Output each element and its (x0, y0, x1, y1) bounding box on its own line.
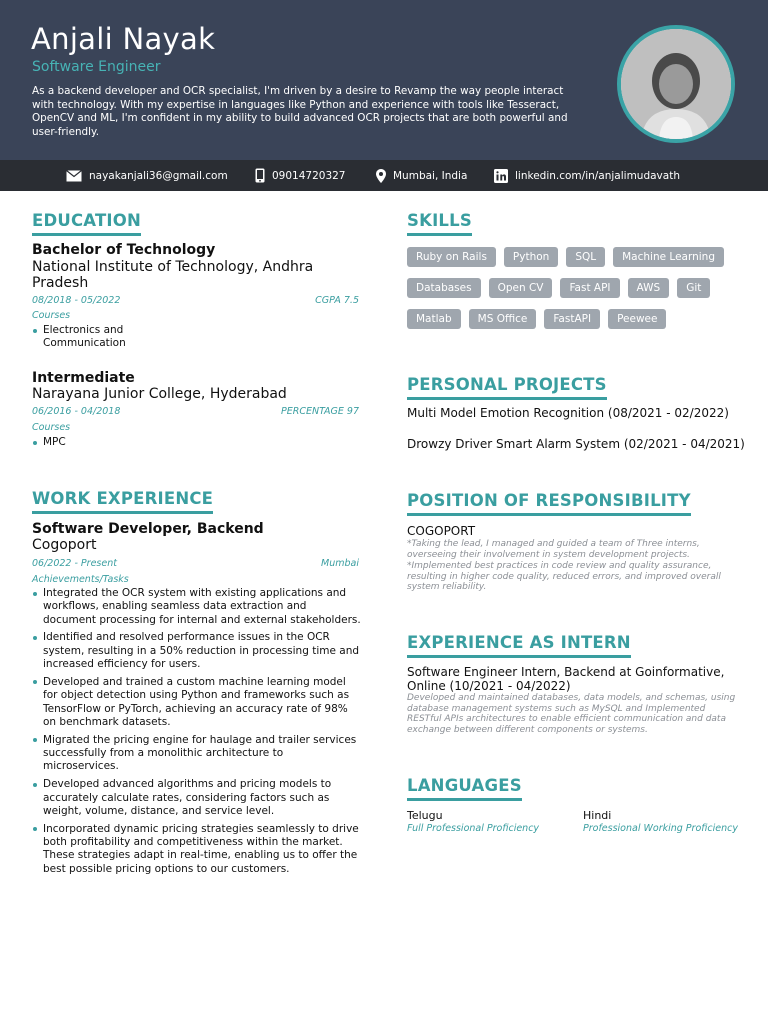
skill-tag: Ruby on Rails (407, 247, 496, 267)
email-text: nayakanjali36@gmail.com (89, 169, 228, 182)
job-dates: 06/2022 - Present (32, 558, 117, 569)
skills-list (407, 247, 737, 340)
projects-heading: PERSONAL PROJECTS (407, 375, 607, 400)
skills-heading: SKILLS (407, 211, 472, 236)
languages-heading: LANGUAGES (407, 776, 522, 801)
skill-tag: MS Office (469, 309, 537, 329)
skill-tag: Databases (407, 278, 481, 298)
profile-photo (617, 25, 735, 143)
phone-text: 09014720327 (272, 169, 346, 182)
list-item: Migrated the pricing engine for haulage and trailer services successfully from a monolithic architecture to microservices. (32, 734, 362, 774)
job-title: Software Developer, Backend (32, 521, 264, 537)
list-item: Developed advanced algorithms and pricing models to accurately calculate rates, considering factors such as weight, volume, distance, and service level. (32, 778, 362, 818)
list-item: Electronics and Communication (32, 324, 162, 351)
list-item: MPC (32, 436, 232, 449)
contact-linkedin[interactable] (494, 160, 680, 191)
contact-email[interactable] (66, 160, 228, 191)
contact-bar (0, 160, 768, 191)
email-icon (66, 170, 82, 182)
skill-tag: Python (504, 247, 558, 267)
responsibility-heading: POSITION OF RESPONSIBILITY (407, 491, 691, 516)
list-item: Developed and trained a custom machine learning model for object detection using Python and frameworks such as TensorFlow or PyTorch, achieving an accuracy rate of 98% on benchmark datasets. (32, 676, 362, 729)
resume-header (0, 0, 768, 160)
education-degree: Bachelor of Technology (32, 242, 216, 258)
phone-icon (255, 168, 265, 183)
project-item: Multi Model Emotion Recognition (08/2021 - 02/2022) (407, 406, 729, 420)
work-heading: WORK EXPERIENCE (32, 489, 213, 514)
language-level: Professional Working Proficiency (583, 823, 738, 834)
candidate-name: Anjali Nayak (31, 22, 216, 56)
skill-tag: Matlab (407, 309, 461, 329)
profile-photo-image (621, 29, 731, 139)
responsibility-org: COGOPORT (407, 524, 476, 538)
skill-tag: Git (677, 278, 710, 298)
education-school: National Institute of Technology, Andhra Pradesh (32, 259, 314, 291)
courses-label: Courses (32, 310, 71, 321)
education-score: CGPA 7.5 (315, 295, 359, 306)
skill-tag: AWS (628, 278, 670, 298)
contact-phone[interactable] (255, 160, 346, 191)
education-degree: Intermediate (32, 370, 135, 386)
language-name: Hindi (583, 809, 612, 822)
language-level: Full Professional Proficiency (407, 823, 540, 834)
language-name: Telugu (407, 809, 443, 822)
skill-tag: Fast API (560, 278, 619, 298)
intern-desc: Developed and maintained databases, data models, and schemas, using database management systems such as MySQL and Implemented RESTful APIs architectures to enable efficient communication and data exchange between different components or systems. (407, 693, 736, 736)
list-item: Incorporated dynamic pricing strategies seamlessly to drive both profitability and competitiveness within the market. These strategies adapt in real-time, enabling us to offer the best possible pricing options to our customers. (32, 823, 362, 876)
education-dates: 08/2018 - 05/2022 (32, 295, 121, 306)
education-score: PERCENTAGE 97 (281, 406, 359, 417)
project-item: Drowzy Driver Smart Alarm System (02/2021 - 04/2021) (407, 437, 745, 451)
skill-tag: Open CV (489, 278, 553, 298)
responsibility-desc: *Implemented best practices in code review and quality assurance, resulting in higher code quality, reduced errors, and improved overall system reliability. (407, 561, 721, 593)
courses-list (32, 324, 162, 355)
skill-tag: Peewee (608, 309, 666, 329)
candidate-title: Software Engineer (32, 59, 161, 75)
linkedin-text: linkedin.com/in/anjalimudavath (515, 169, 680, 182)
skill-tag: FastAPI (544, 309, 600, 329)
skill-tag: Machine Learning (613, 247, 724, 267)
achievements-label: Achievements/Tasks (32, 574, 129, 585)
intern-heading: EXPERIENCE AS INTERN (407, 633, 631, 658)
education-school: Narayana Junior College, Hyderabad (32, 386, 287, 402)
list-item: Identified and resolved performance issues in the OCR system, resulting in a 50% reduction in processing time and increased efficiency for users. (32, 631, 362, 671)
summary-text: As a backend developer and OCR specialist, I'm driven by a desire to Revamp the way people interact with technology. With my expertise in languages like Python and experience with tools like Tesseract, OpenCV and ML, I'm confident in my ability to build advanced OCR projects that are both powerful and user-friendly. (32, 85, 568, 138)
job-location: Mumbai (321, 558, 359, 569)
courses-list (32, 436, 232, 454)
courses-label: Courses (32, 422, 71, 433)
job-company: Cogoport (32, 537, 97, 553)
linkedin-icon (494, 169, 508, 183)
location-text: Mumbai, India (393, 169, 468, 182)
education-dates: 06/2016 - 04/2018 (32, 406, 121, 417)
skill-tag: SQL (566, 247, 605, 267)
achievements-list (32, 587, 362, 881)
location-pin-icon (376, 169, 386, 183)
education-heading: EDUCATION (32, 211, 141, 236)
responsibility-desc: *Taking the lead, I managed and guided a team of Three interns, overseeing their involvement in system development projects. (407, 539, 700, 560)
intern-title: Software Engineer Intern, Backend at Goinformative, Online (10/2021 - 04/2022) (407, 665, 725, 693)
list-item: Integrated the OCR system with existing applications and workflows, enabling seamless data extraction and document processing for internal and external stakeholders. (32, 587, 362, 627)
contact-location (376, 160, 467, 191)
